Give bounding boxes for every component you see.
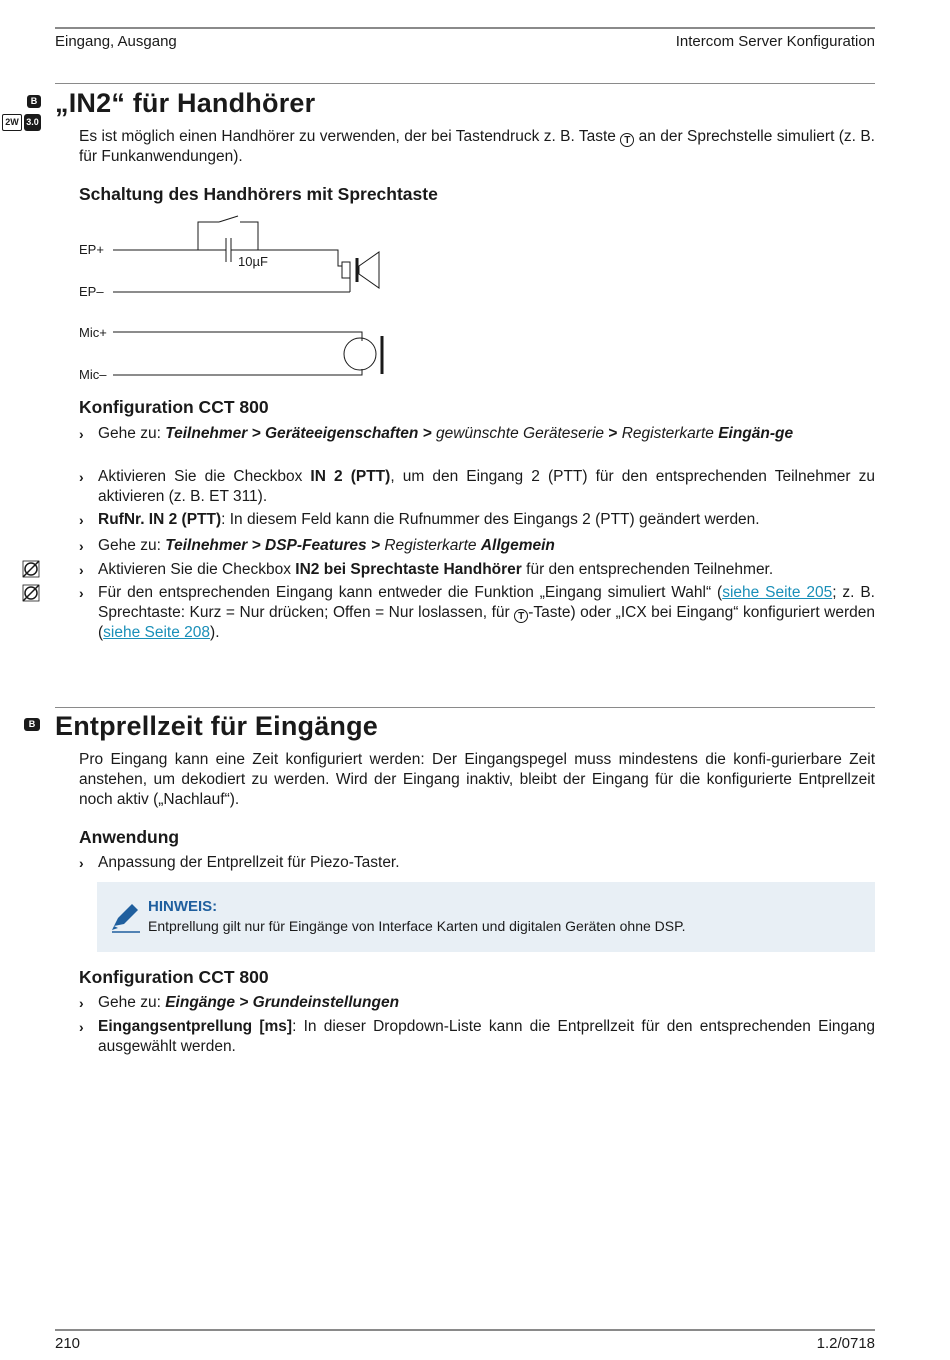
- header-bottom-rule: [55, 83, 875, 84]
- text-run: Für den entsprechenden Eingang kann entweder die Funktion „Eingang simuliert Wahl“ (: [98, 584, 723, 601]
- device-badge-b2: B: [24, 718, 40, 731]
- text-run: Eingangsentprellung [ms]: [98, 1018, 293, 1035]
- section2-rule: [55, 707, 875, 708]
- list-item-text: [98, 1017, 875, 1057]
- label-ep-minus: EP–: [79, 284, 104, 299]
- header-top-rule: [55, 27, 875, 29]
- chevron-right-icon: ›: [79, 538, 84, 554]
- text-run: gewünschte Geräteserie: [431, 425, 609, 442]
- device-badge-version: 3.0: [24, 114, 41, 131]
- doc-version: 1.2/0718: [816, 1335, 875, 1352]
- chevron-right-icon: ›: [79, 512, 84, 528]
- pencil-icon: [110, 900, 142, 934]
- text-run: >: [608, 425, 618, 442]
- text-run: : In diesem Feld kann die Rufnummer des Eingangs 2 (PTT) geändert werden.: [221, 511, 760, 528]
- text-run: Gehe zu:: [98, 425, 166, 442]
- section1-intro: [79, 127, 875, 167]
- text-run: Gehe zu:: [98, 537, 166, 554]
- list-item: [79, 1017, 875, 1057]
- list-item-text: [98, 510, 875, 530]
- text-run: : In dieser Dropdown-Liste kann die Entprellzeit für den entsprechenden Eingang ausgewählt werden.: [98, 1018, 875, 1055]
- text-run: Registerkarte: [380, 537, 481, 554]
- text-run: , um den Eingang 2 (PTT) für den entsprechenden Teilnehmer zu aktivieren (z. B. ET 311).: [98, 468, 875, 505]
- list-item-text: [98, 560, 875, 580]
- capacitor-label: 10µF: [238, 254, 268, 269]
- circuit-diagram: [0, 200, 420, 390]
- list-item: [79, 467, 875, 507]
- text-run: Allgemein: [480, 537, 555, 554]
- page-link[interactable]: siehe Seite 205: [722, 584, 833, 601]
- header-right-text: Intercom Server Konfiguration: [675, 33, 875, 50]
- section2-intro: Pro Eingang kann eine Zeit konfiguriert werden: Der Eingangspegel muss mindestens die konfi-gurierbare Zeit anstehen, um dekodiert zu werden. Wird der Eingang inaktiv, bleibt der Eingang für die konfigurierte Entprellzeit noch aktiv („Nachlauf“).: [79, 751, 875, 808]
- intro-text-b: an der Sprechstelle simuliert (z. B. für Funkanwendungen).: [79, 128, 875, 165]
- text-run: für den entsprechenden Teilnehmer.: [521, 561, 774, 578]
- device-badge-2w: 2W: [2, 114, 22, 131]
- list-item-text: [98, 583, 875, 643]
- list-item-text: [98, 424, 875, 444]
- intro-text-a: Es ist möglich einen Handhörer zu verwenden, der bei Tastendruck z. B. Taste: [79, 128, 616, 145]
- text-run: IN 2 (PTT): [310, 468, 391, 485]
- device-badge-b: B: [27, 95, 41, 108]
- text-run: Registerkarte: [617, 425, 719, 442]
- label-mic-minus: Mic–: [79, 367, 107, 382]
- chevron-right-icon: ›: [79, 1019, 84, 1035]
- text-run: ).: [210, 624, 220, 641]
- chevron-right-icon: ›: [79, 469, 84, 485]
- header-left-text: Eingang, Ausgang: [55, 33, 177, 50]
- usage-title: Anwendung: [79, 827, 180, 847]
- list-item: [79, 424, 875, 444]
- not-supported-icon: [22, 560, 40, 578]
- list-item: [79, 993, 875, 1013]
- list-item: [79, 536, 875, 556]
- text-run: Aktivieren Sie die Checkbox: [98, 468, 311, 485]
- note-text: Entprellung gilt nur für Eingänge von Interface Karten und digitalen Geräten ohne DSP.: [148, 918, 686, 934]
- text-run: ; z. B. Sprechtaste: Kurz = Nur drücken; Offen = Nur loslassen, für: [98, 584, 875, 621]
- chevron-right-icon: ›: [79, 585, 84, 601]
- section-title-debounce: Entprellzeit für Eingänge: [55, 711, 379, 741]
- not-supported-icon: [22, 584, 40, 602]
- note-title: HINWEIS:: [148, 898, 218, 915]
- text-run: -Taste) oder „ICX bei Eingang“ konfiguriert werden (: [98, 604, 875, 641]
- text-run: IN2 bei Sprechtaste Handhörer: [295, 561, 522, 578]
- section-title-in2: „IN2“ für Handhörer: [55, 88, 316, 118]
- label-ep-plus: EP+: [79, 242, 104, 257]
- config-title-2: Konfiguration CCT 800: [79, 967, 269, 987]
- text-run: Teilnehmer > Geräteeigenschaften >: [165, 425, 432, 442]
- text-run: Teilnehmer > DSP-Features >: [165, 537, 381, 554]
- list-item-text: [98, 993, 875, 1013]
- text-run: Aktivieren Sie die Checkbox: [98, 561, 296, 578]
- usage-item-text: Anpassung der Entprellzeit für Piezo-Taster.: [98, 854, 400, 871]
- list-item: [79, 510, 875, 530]
- chevron-right-icon: ›: [79, 562, 84, 578]
- usage-item: [79, 853, 875, 873]
- chevron-right-icon: ›: [79, 855, 84, 871]
- t-key-icon: T: [514, 609, 528, 623]
- chevron-right-icon: ›: [79, 426, 84, 442]
- diagram-title: Schaltung des Handhörers mit Sprechtaste: [79, 184, 438, 204]
- text-run: Gehe zu:: [98, 994, 166, 1011]
- footer-rule: [55, 1329, 875, 1331]
- label-mic-plus: Mic+: [79, 325, 107, 340]
- page-number: 210: [55, 1335, 81, 1352]
- text-run: Eingänge > Grundeinstellungen: [165, 994, 400, 1011]
- list-item-text: [98, 536, 875, 556]
- list-item-text: [98, 467, 875, 507]
- list-item: [79, 583, 875, 643]
- chevron-right-icon: ›: [79, 995, 84, 1011]
- page-link[interactable]: siehe Seite 208: [103, 624, 211, 641]
- t-key-icon: T: [620, 133, 634, 147]
- text-run: RufNr. IN 2 (PTT): [98, 511, 222, 528]
- note-box: [97, 882, 875, 952]
- text-run: Eingän-ge: [718, 425, 794, 442]
- list-item: [79, 560, 875, 580]
- config-title-1: Konfiguration CCT 800: [79, 397, 269, 417]
